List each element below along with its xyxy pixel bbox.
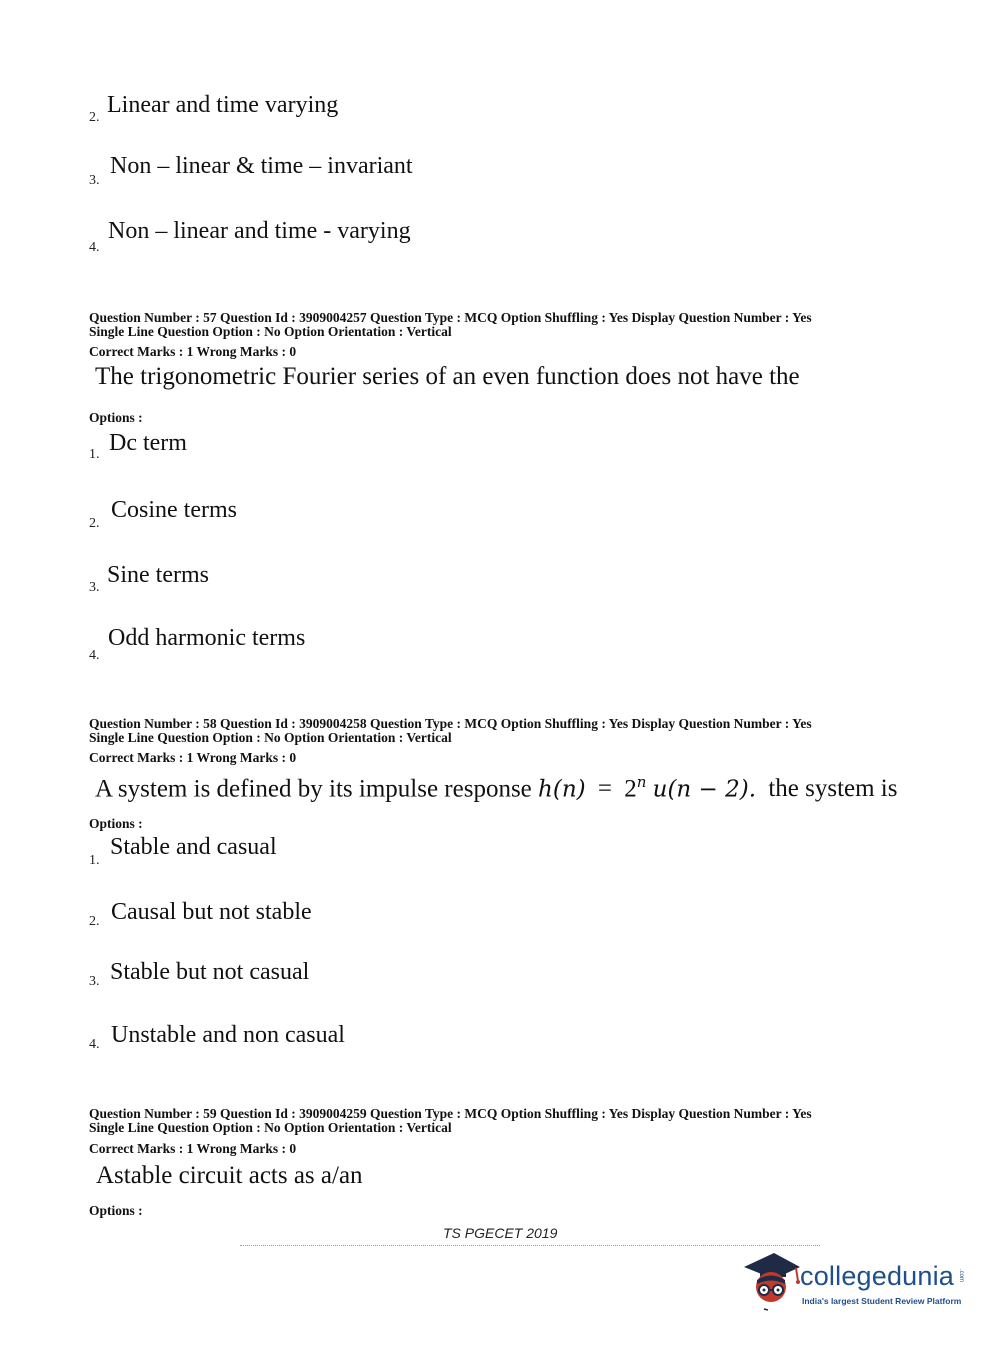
options-label: Options : [89, 1203, 143, 1218]
question-marks: Correct Marks : 1 Wrong Marks : 0 [89, 344, 297, 359]
question-text: The trigonometric Fourier series of an even function does not have the [95, 363, 800, 390]
graduate-mascot-icon [740, 1247, 802, 1311]
option-number: 4. [89, 1037, 100, 1052]
formula-exponent: n [636, 773, 647, 791]
option-number: 2. [89, 516, 100, 531]
option-text: Dc term [109, 430, 187, 456]
option-text: Non – linear & time – invariant [110, 153, 413, 179]
option-text: Sine terms [107, 562, 209, 588]
option-number: 4. [89, 240, 100, 255]
option-number: 4. [89, 648, 100, 663]
options-label: Options : [89, 816, 143, 831]
footer-divider [240, 1245, 820, 1246]
option-text: Non – linear and time - varying [108, 218, 411, 244]
question-text [95, 773, 897, 803]
question-text-pre: A system is defined by its impulse response [95, 775, 532, 803]
collegedunia-logo [740, 1247, 970, 1315]
option-text: Odd harmonic terms [108, 625, 306, 651]
logo-domain: .com [958, 1269, 964, 1283]
question-text: Astable circuit acts as a/an [96, 1162, 363, 1189]
formula-base: 2 [624, 775, 637, 803]
option-number: 1. [89, 853, 100, 868]
logo-wordmark: collegedunia [800, 1261, 955, 1291]
logo-tagline: India's largest Student Review Platform [802, 1296, 962, 1306]
question-marks: Correct Marks : 1 Wrong Marks : 0 [89, 750, 297, 765]
options-label: Options : [89, 410, 143, 425]
formula-lhs: h(n) [538, 776, 586, 803]
formula-equals: = [597, 775, 612, 803]
option-text: Stable and casual [110, 834, 277, 860]
question-marks: Correct Marks : 1 Wrong Marks : 0 [89, 1141, 297, 1156]
option-text: Stable but not casual [110, 959, 310, 985]
question-meta-line1: Question Number : 58 Question Id : 3909004258 Question Type : MCQ Option Shuffling : Yes Display Question Number : Yes [89, 716, 812, 731]
formula-rhs: u(n − 2). [652, 776, 757, 803]
question-meta-line1: Question Number : 59 Question Id : 3909004259 Question Type : MCQ Option Shuffling : Yes Display Question Number : Yes [89, 1106, 812, 1121]
option-number: 3. [89, 173, 100, 188]
option-text: Causal but not stable [111, 899, 312, 925]
question-text-post: the system is [768, 775, 898, 803]
option-text: Unstable and non casual [111, 1022, 345, 1048]
question-meta-line2: Single Line Question Option : No Option Orientation : Vertical [89, 324, 452, 339]
option-number: 2. [89, 914, 100, 929]
option-number: 3. [89, 580, 100, 595]
question-meta-line2: Single Line Question Option : No Option Orientation : Vertical [89, 1120, 452, 1135]
footer-title: TS PGECET 2019 [443, 1225, 558, 1241]
question-meta-line2: Single Line Question Option : No Option Orientation : Vertical [89, 730, 452, 745]
option-text: Linear and time varying [107, 92, 339, 118]
option-number: 1. [89, 447, 100, 462]
question-meta-line1: Question Number : 57 Question Id : 3909004257 Question Type : MCQ Option Shuffling : Yes Display Question Number : Yes [89, 310, 812, 325]
option-text: Cosine terms [111, 497, 237, 523]
option-number: 2. [89, 110, 100, 125]
option-number: 3. [89, 974, 100, 989]
